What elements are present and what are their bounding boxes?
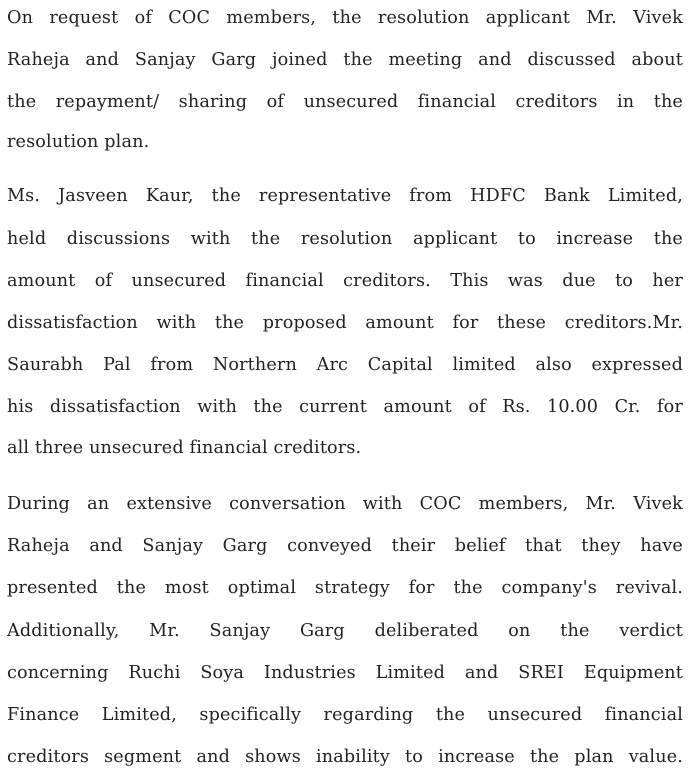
text-line: the repayment/ sharing of unsecured financial creditors in the <box>7 92 683 112</box>
text-line: amount of unsecured financial creditors. This was due to her <box>7 271 683 291</box>
text-line: presented the most optimal strategy for the company's revival. <box>7 578 683 598</box>
text-line: concerning Ruchi Soya Industries Limited and SREI Equipment <box>7 663 683 683</box>
text-line: dissatisfaction with the proposed amount for these creditors.Mr. <box>7 313 683 333</box>
text-line: Ms. Jasveen Kaur, the representative from HDFC Bank Limited, <box>7 186 683 206</box>
text-line: his dissatisfaction with the current amount of Rs. 10.00 Cr. for <box>7 397 683 417</box>
text-line: Saurabh Pal from Northern Arc Capital limited also expressed <box>7 355 683 375</box>
text-line: held discussions with the resolution applicant to increase the <box>7 229 683 249</box>
text-line: During an extensive conversation with COC members, Mr. Vivek <box>7 494 683 514</box>
text-line: Finance Limited, specifically regarding the unsecured financial <box>7 705 683 725</box>
text-line: all three unsecured financial creditors. <box>7 438 362 458</box>
text-line: resolution plan. <box>7 132 150 152</box>
text-line: creditors segment and shows inability to increase the plan value. <box>7 747 683 767</box>
text-line: Raheja and Sanjay Garg joined the meeting and discussed about <box>7 50 683 70</box>
document-page <box>7 0 683 780</box>
text-line: Raheja and Sanjay Garg conveyed their belief that they have <box>7 536 683 556</box>
text-line: On request of COC members, the resolution applicant Mr. Vivek <box>7 8 683 28</box>
text-line: Additionally, Mr. Sanjay Garg deliberated on the verdict <box>7 621 683 641</box>
